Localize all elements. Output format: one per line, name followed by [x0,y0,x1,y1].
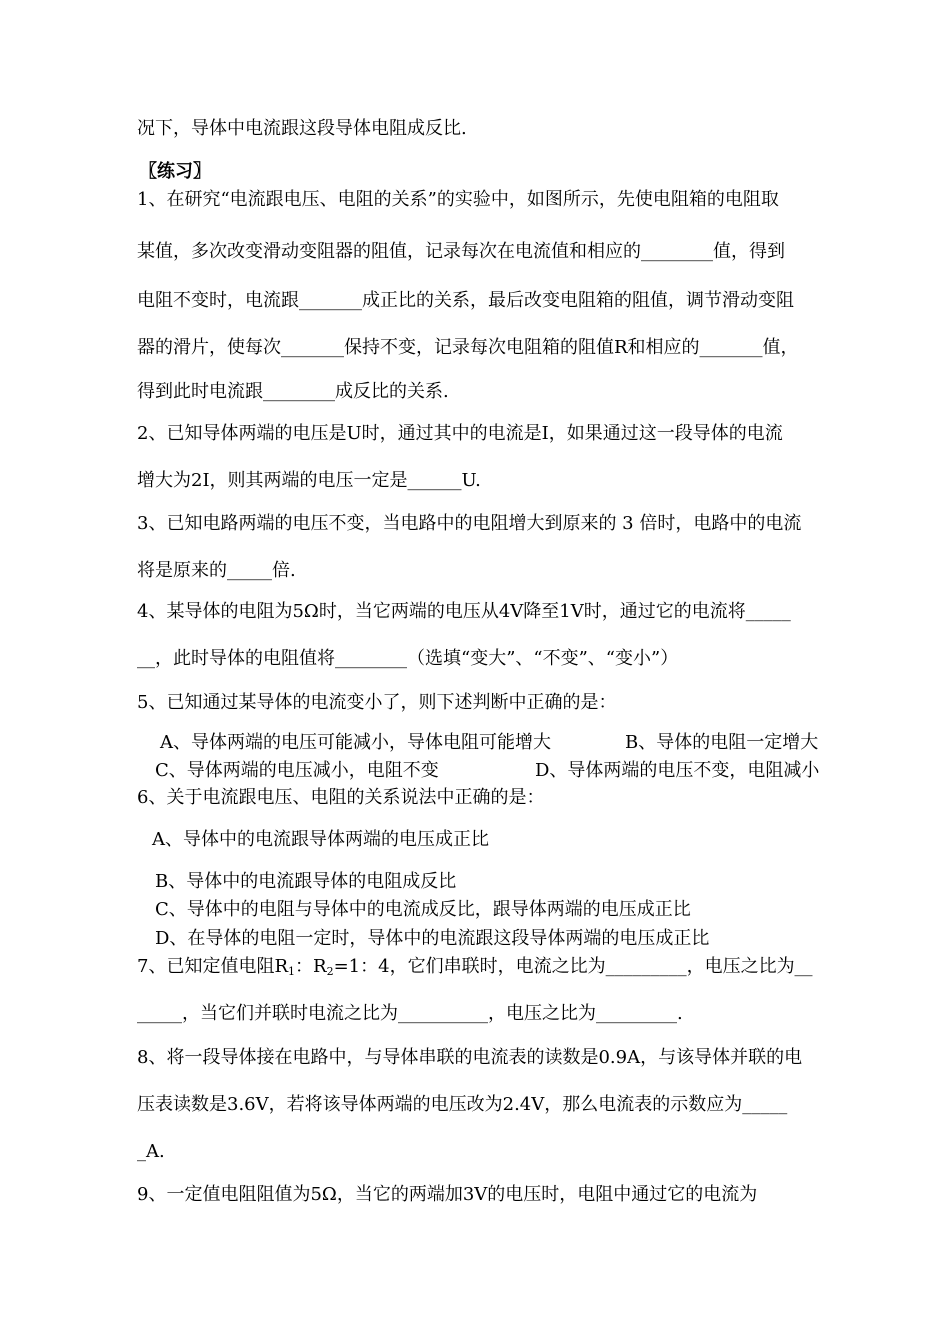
q7-subscript-2: 2 [326,965,334,978]
question-4-line-1: 4、某导体的电阻为5Ω时，当它两端的电压从4V降至1V时，通过它的电流将_____ [137,601,791,622]
question-1-line-4: 器的滑片，使每次_______保持不变，记录每次电阻箱的阻值R和相应的_______值， [137,337,799,358]
question-5-stem: 5、已知通过某导体的电流变小了，则下述判断中正确的是： [137,692,617,713]
question-7-line-1 [137,955,813,984]
question-6-option-d: D、在导体的电阻一定时，导体中的电流跟这段导体两端的电压成正比 [155,928,710,949]
question-1-line-3: 电阻不变时，电流跟_______成正比的关系，最后改变电阻箱的阻值，调节滑动变阻 [137,290,794,311]
question-7-line-2: _____，当它们并联时电流之比为__________，电压之比为_________. [137,1003,683,1024]
question-4-line-2: __，此时导体的电阻值将________（选填“变大”、“不变”、“变小”） [137,648,679,669]
question-2-line-2: 增大为2I，则其两端的电压一定是______U. [137,470,481,491]
question-1-line-2: 某值，多次改变滑动变阻器的阻值，记录每次在电流值和相应的________值，得到 [137,241,785,262]
question-2-line-1: 2、已知导体两端的电压是U时，通过其中的电流是I，如果通过这一段导体的电流 [137,423,783,444]
question-1-line-5: 得到此时电流跟________成反比的关系. [137,381,449,402]
text-line: 况下，导体中电流跟这段导体电阻成反比. [137,118,467,139]
question-5-option-c: C、导体两端的电压减小，电阻不变 [155,760,439,781]
q7-text-pre: 7、已知定值电阻R [137,956,289,977]
question-6-option-a: A、导体中的电流跟导体两端的电压成正比 [152,829,489,850]
question-5-option-a: A、导体两端的电压可能减小，导体电阻可能增大 [160,732,551,753]
question-8-line-1: 8、将一段导体接在电路中，与导体串联的电流表的读数是0.9A，与该导体并联的电 [137,1047,803,1068]
q7-text-mid: ：R [295,956,327,977]
question-6-option-b: B、导体中的电流跟导体的电阻成反比 [155,871,457,892]
question-3-line-1: 3、已知电路两端的电压不变，当电路中的电阻增大到原来的 3 倍时，电路中的电流 [137,513,802,534]
question-9-line-1: 9、一定值电阻阻值为5Ω，当它的两端加3V的电压时，电阻中通过它的电流为 [137,1184,758,1205]
question-3-line-2: 将是原来的_____倍. [137,560,296,581]
question-1-line-1: 1、在研究“电流跟电压、电阻的关系”的实验中，如图所示，先使电阻箱的电阻取 [137,189,779,210]
question-8-line-2: 压表读数是3.6V，若将该导体两端的电压改为2.4V，那么电流表的示数应为_____ [137,1094,788,1115]
question-8-line-3: _A. [137,1141,165,1162]
q7-text-post: =1：4，它们串联时，电流之比为_________，电压之比为__ [333,956,813,977]
question-6-stem: 6、关于电流跟电压、电阻的关系说法中正确的是： [137,787,545,808]
question-5-option-b: B、导体的电阻一定增大 [625,732,819,753]
question-6-option-c: C、导体中的电阻与导体中的电流成反比，跟导体两端的电压成正比 [155,899,691,920]
section-heading: 〖练习〗 [139,161,211,182]
question-5-option-d: D、导体两端的电压不变，电阻减小 [535,760,820,781]
q7-subscript-1: 1 [288,965,296,978]
